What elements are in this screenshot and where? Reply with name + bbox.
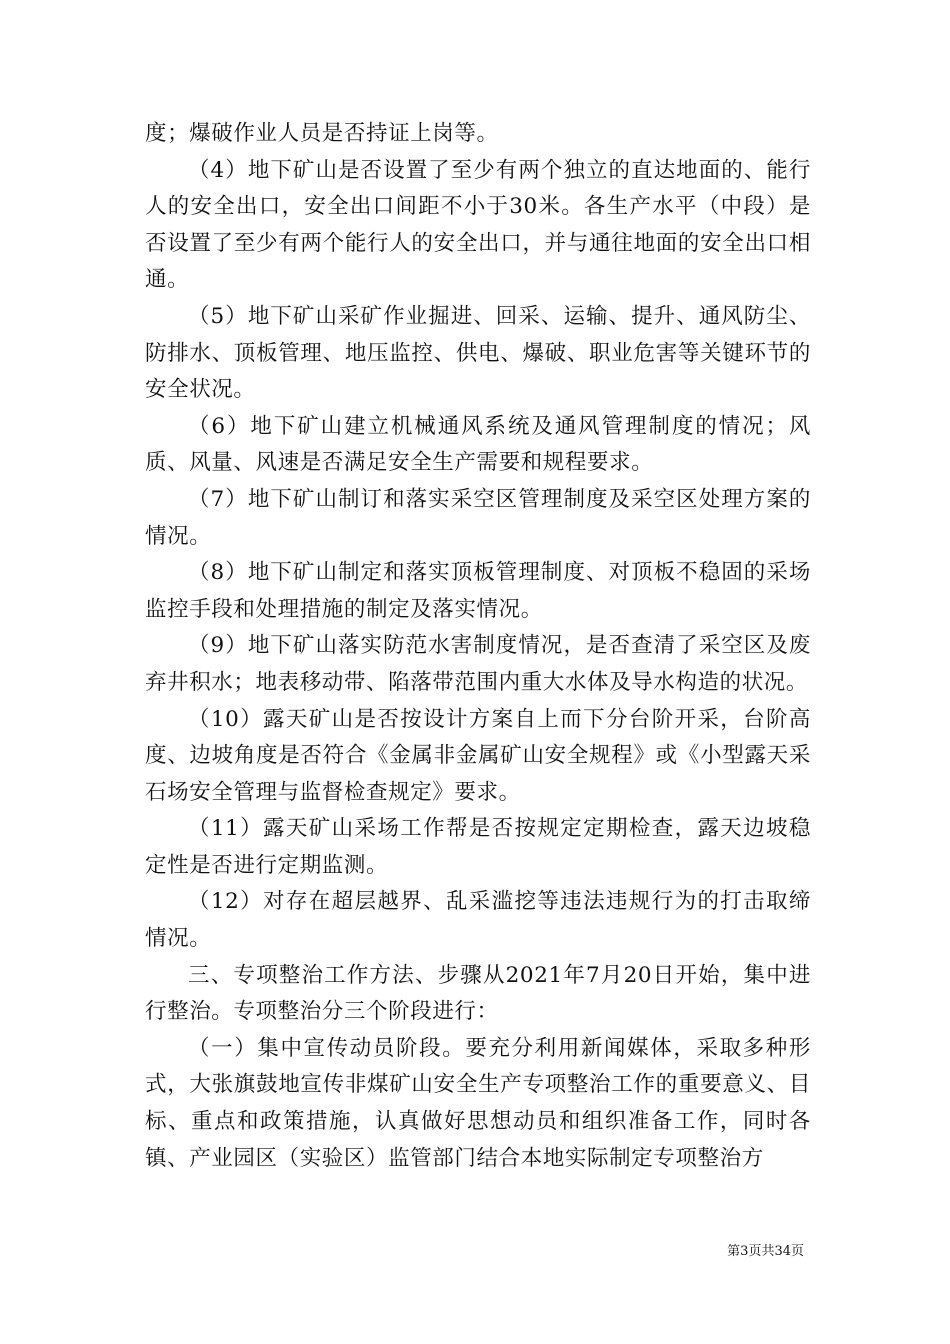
paragraph-item-6: （6）地下矿山建立机械通风系统及通风管理制度的情况；风质、风量、风速是否满足安全生产需要和规程要求。 <box>145 413 811 476</box>
paragraph-item-11: （11）露天矿山采场工作帮是否按规定定期检查，露天边坡稳定性是否进行定期监测。 <box>145 816 811 878</box>
paragraph-item-12: （12）对存在超层越界、乱采滥挖等违法违规行为的打击取缔情况。 <box>145 889 811 952</box>
paragraph-item-5: （5）地下矿山采矿作业掘进、回采、运输、提升、通风防尘、防排水、顶板管理、地压监控、供电、爆破、职业危害等关键环节的安全状况。 <box>145 303 811 403</box>
page-number: 第3页共34页 <box>727 1244 804 1259</box>
paragraph-stage-one: （一）集中宣传动员阶段。要充分利用新闻媒体，采取多种形式，大张旗鼓地宣传非煤矿山安全生产专项整治工作的重要意义、目标、重点和政策措施，认真做好思想动员和组织准备工作，同时各镇、产业园区（实验区）监管部门结合本地实际制定专项整治方 <box>145 1035 811 1171</box>
paragraph-item-9: （9）地下矿山落实防范水害制度情况，是否查清了采空区及废弃井积水；地表移动带、陷落带范围内重大水体及导水构造的状况。 <box>145 633 811 695</box>
paragraph-item-7: （7）地下矿山制订和落实采空区管理制度及采空区处理方案的情况。 <box>145 486 811 549</box>
paragraph-item-10: （10）露天矿山是否按设计方案自上而下分台阶开采，台阶高度、边坡角度是否符合《金属非金属矿山安全规程》或《小型露天采石场安全管理与监督检查规定》要求。 <box>145 706 811 805</box>
section-heading-three: 三、专项整治工作方法、步骤从2021年7月20日开始，集中进行整治。专项整治分三个阶段进行： <box>145 962 811 1025</box>
document-body <box>145 116 811 1177</box>
paragraph-item-8: （8）地下矿山制定和落实顶板管理制度、对顶板不稳固的采场监控手段和处理措施的制定及落实情况。 <box>145 560 811 622</box>
paragraph-item-4: （4）地下矿山是否设置了至少有两个独立的直达地面的、能行人的安全出口，安全出口间距不小于30米。各生产水平（中段）是否设置了至少有两个能行人的安全出口，并与通往地面的安全出口相通。 <box>145 157 811 293</box>
paragraph-continuation: 度；爆破作业人员是否持证上岗等。 <box>145 121 499 146</box>
